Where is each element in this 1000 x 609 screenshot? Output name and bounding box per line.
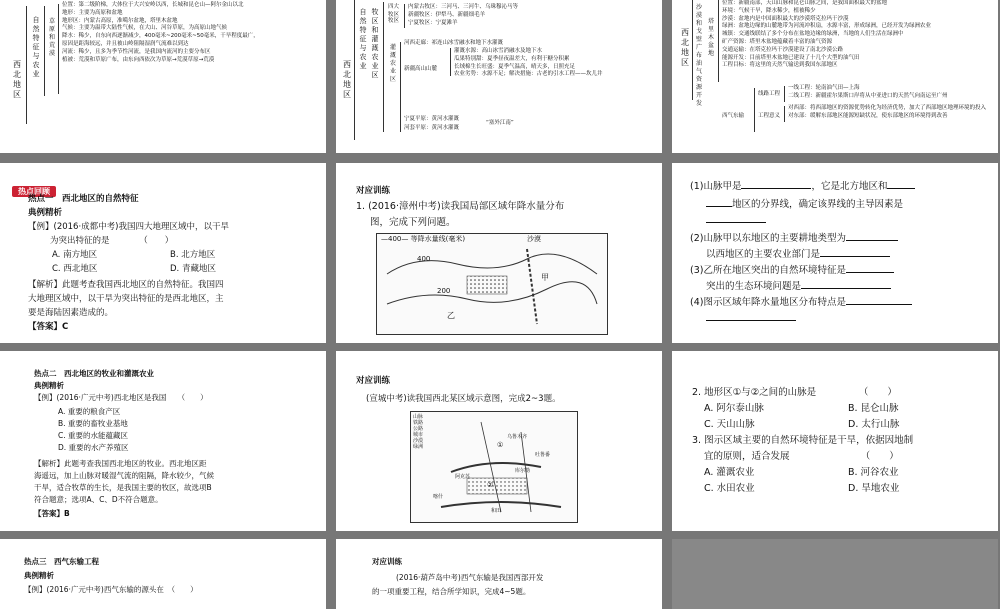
answer-blank[interactable]: [887, 188, 915, 189]
question-line: 1. (2016·漳州中考)读我国局部区域年降水量分布: [356, 201, 565, 212]
q3-option-a[interactable]: A. 灌溉农业: [704, 467, 755, 478]
outline-line: 地形：主要为高原和盆地: [62, 9, 123, 16]
question-3-part: (3)乙所在地区突出的自然环境特征是: [690, 265, 846, 276]
bracket: [44, 6, 45, 96]
question-4-cont: [706, 311, 796, 327]
practice-title: 对应训练: [356, 376, 391, 386]
outline-line: 河流：稀少，且多为季节性河流，是我国内流河的主要分布区: [62, 48, 211, 55]
answer: 【答案】B: [34, 509, 70, 518]
region-vertical-label: 西北地区: [343, 60, 351, 99]
place-korla: 库尔勒: [515, 468, 531, 474]
option-d: D. 重要的水产养殖区: [58, 443, 129, 452]
question-1-part: 地区的分界线，确定该界线的主导因素是: [732, 199, 904, 210]
precipitation-map: [376, 233, 608, 335]
bracket: [58, 4, 59, 94]
slide-outline-natural-features: [0, 0, 326, 153]
region-vertical-label: 西北地区: [681, 28, 689, 67]
explanation-line: 大地理区域中，以干旱为突出特征的是西北地区，主: [28, 294, 224, 304]
option-b: B. 重要的畜牧业基地: [58, 419, 128, 428]
question-2-cont: [706, 247, 890, 263]
question-3: 3. 图示区域主要的自然环境特征是干旱，依据因地制: [692, 435, 914, 446]
irrigation-label: 新疆高山山麓: [404, 66, 438, 72]
question-4-part: (4)图示区域年降水量地区分布特点是: [690, 297, 846, 308]
livestock-sub: 牧区: [388, 18, 400, 24]
question-3-part: 突出的生态环境问题是: [706, 281, 802, 292]
place-hotan: 和田: [491, 508, 502, 514]
bracket: [383, 2, 384, 132]
explanation-line: 【解析】此题考查我国西北地区的牧业。西北地区距: [34, 459, 207, 468]
map-drawing: [411, 412, 577, 522]
bracket: [26, 6, 27, 124]
irrigation-line: 宁夏平原：黄河水灌溉: [404, 116, 460, 122]
question-line: 的一项重要工程，结合所学知识，完成4~5题。: [372, 587, 531, 596]
irrigation-subline: 长绒棉生长旺盛：夏季气温高，晴天多，日照充足: [454, 63, 576, 70]
desert-area: [467, 478, 527, 494]
slide-practice-questions-1: [672, 163, 998, 343]
legend-desert: 沙漠: [413, 438, 424, 444]
answer-blank[interactable]: [846, 240, 898, 241]
explanation-line: 符合题意；选项A、C、D不符合题意。: [34, 495, 163, 504]
explanation-line: 要是海陆因素造成的。: [28, 308, 114, 318]
col2-vertical-label: 草原和荒漠: [48, 18, 55, 57]
bracket: [400, 42, 401, 132]
place-kashgar: 喀什: [433, 494, 444, 500]
question-1-part: ，它是北方地区和: [811, 181, 888, 192]
question-2: [690, 231, 898, 247]
irrigation-suffix: “塞外江南”: [486, 120, 514, 126]
question-line: 为突出特征的是 （ ）: [50, 236, 174, 246]
route-line: 二线工程：新疆霍尔果斯口岸将从中亚进口的天然气向南运至广州: [788, 92, 948, 99]
example-subheading: 典例精析: [28, 208, 63, 218]
meaning-label: 工程意义: [758, 113, 781, 119]
slide-outline-agriculture: [336, 0, 662, 153]
map-label-2: ②: [487, 481, 494, 489]
option-c: C. 西北地区: [52, 264, 98, 274]
hotspot-heading: 热点二 西北地区的牧业和灌溉农业: [34, 369, 154, 378]
legend-oasis: 绿洲: [413, 444, 424, 450]
bracket: [404, 4, 405, 28]
bracket: [450, 48, 451, 76]
question-line: 【例】(2016·广元中考)西气东输的源头在 （ ）: [24, 585, 198, 594]
slide-hotspot-two: [0, 351, 326, 531]
question-line: 【例】(2016·成都中考)我国四大地理区域中，以干旱: [28, 222, 229, 232]
outline-line: 城镇：交通线联结了多个分布在盆地边缘的绿洲，当地的人们生活在绿洲中: [722, 31, 904, 38]
outline-line: 矿产资源：塔里木盆地蕴藏着丰富的油气资源: [722, 38, 833, 45]
question-line: 【例】(2016·广元中考)西北地区是我国 （ ）: [34, 393, 208, 402]
bracket: [718, 0, 719, 82]
question-2: 2. 地形区①与②之间的山脉是 （ ）: [692, 387, 897, 398]
answer-blank[interactable]: [706, 206, 732, 207]
question-line: (宣城中考)读我国西北某区域示意图，完成2~3题。: [366, 394, 561, 404]
question-1: [690, 179, 915, 195]
irrigation-subline: 瓜果特别甜：夏季昼夜温差大，有利于糖分积累: [454, 55, 570, 62]
outline-line: 环境：气候干旱，降水稀少，植被稀少: [722, 7, 816, 14]
outline-line: 交通运输：在塔克拉玛干沙漠建设了南北沙漠公路: [722, 46, 844, 53]
legend-road: 公路: [413, 426, 424, 432]
col-c-label: 塔里木盆地: [707, 18, 714, 57]
option-b: B. 北方地区: [170, 250, 216, 260]
slide-practice-precipitation-map: [336, 163, 662, 343]
bracket: [754, 88, 755, 132]
map-label-1: ①: [497, 441, 504, 449]
question-3: [690, 263, 894, 279]
desert-area: [467, 276, 507, 294]
question-3-cont: [706, 279, 891, 295]
route-lines: [788, 85, 948, 101]
answer-blank[interactable]: [741, 188, 811, 189]
question-4: [690, 295, 912, 311]
outline-line: 原因是距海较远，并且被山岭阻隔湿润气流难以到达: [62, 40, 189, 47]
outline-line: 地形区：内蒙古高原，准噶尔盆地，塔里木盆地: [62, 17, 178, 24]
answer-blank[interactable]: [846, 304, 912, 305]
example-subheading: 典例精析: [24, 571, 54, 580]
q2-option-b[interactable]: B. 昆仑山脉: [848, 403, 899, 414]
outline-line: 降水：稀少，自东向西逐渐减少，400毫米~200毫米~50毫米，干旱程度最广，: [62, 33, 259, 40]
place-turpan: 吐鲁番: [535, 452, 551, 458]
map-label-yi: 乙: [447, 311, 455, 320]
livestock-line: 宁夏牧区：宁夏滩羊: [408, 19, 458, 26]
option-a: A. 南方地区: [52, 250, 98, 260]
outline-line: 气候：主要为温带大陆性气候，在大山、河谷草原，为高原山地气候: [62, 25, 228, 32]
livestock-line: 新疆牧区：伊犁马、新疆细毛羊: [408, 11, 486, 18]
irrigation-subline: 农业劣势：水源不足；解决措施：古老的引水工程——坎儿井: [454, 71, 603, 78]
bracket: [354, 0, 355, 140]
question-1-part: (1)山脉甲是: [690, 181, 742, 192]
map-label-jia: 甲: [541, 273, 549, 282]
blank-slide-area: [672, 539, 998, 609]
slide-outline-basin-and-gas: [672, 0, 998, 153]
q3-option-d[interactable]: D. 旱地农业: [848, 483, 900, 494]
meaning-lines: [788, 105, 986, 121]
hotspot-heading: 热点一 西北地区的自然特征: [28, 194, 139, 204]
question-1-cont2: [706, 213, 766, 229]
legend-city: 城市: [413, 432, 424, 438]
answer-blank[interactable]: [820, 256, 890, 257]
answer-blank[interactable]: [846, 272, 894, 273]
livestock-line: 内蒙古牧区：三河马、三河牛、乌珠穆沁马等: [408, 4, 519, 10]
region-map: [410, 411, 578, 523]
bracket: [692, 0, 693, 100]
question-line: 图，完成下列问题。: [370, 217, 456, 228]
livestock-lines: [408, 4, 518, 27]
col-d-label: 西气东输: [722, 113, 745, 119]
col-b-label: 油气资源开发: [695, 60, 702, 107]
route-line: 一线工程：轮南油气田—上海: [788, 85, 860, 91]
q2-option-a[interactable]: A. 阿尔泰山脉: [704, 403, 764, 414]
irrigation-vertical-label: 灌溉农业区: [389, 44, 396, 83]
question-2-part: 以西地区的主要农业部门是: [706, 249, 821, 260]
irrigation-line: 河西走廊：祁连山冰雪融水和地下水灌溉: [404, 40, 504, 46]
map-label-200: 200: [437, 287, 451, 295]
slide-practice-west-east-gas: [336, 539, 662, 609]
railway-line: [481, 422, 504, 512]
outline-line: 植被：荒漠和草原广布，由东向西依次为草原→荒漠草原→荒漠: [62, 56, 215, 63]
col1-vertical-label: 自然特征与农业: [32, 16, 40, 78]
practice-title: 对应训练: [372, 557, 402, 566]
outline-lines: [62, 2, 259, 64]
legend-railway: 铁路: [413, 420, 424, 426]
option-d: D. 青藏地区: [170, 264, 216, 274]
outline-line: 绿洲：盆地边缘的山麓地带为河流冲积扇，水源丰富，形成绿洲，已经开发为绿洲农业: [722, 23, 932, 30]
irrigation-sublines: [454, 48, 603, 79]
map-drawing: [377, 234, 607, 334]
answer-blank[interactable]: [706, 222, 766, 223]
question-1-cont: [706, 197, 903, 213]
explanation-line: 海遥远，加上山脉对暖湿气流的阻隔，降水较少，气候: [34, 471, 214, 480]
q2-option-c[interactable]: C. 天山山脉: [704, 419, 755, 430]
irrigation-subline: 灌溉水源：高山冰雪消融水及地下水: [454, 48, 543, 54]
outline-line: 位置：第二级阶梯，大体位于大兴安岭以西，长城和昆仑山—阿尔金山以北: [62, 2, 244, 8]
question-2-part: (2)山脉甲以东地区的主要耕地类型为: [690, 233, 846, 244]
map-legend-desert: 沙漠: [527, 235, 541, 243]
region-vertical-label: 西北地区: [13, 60, 21, 99]
outline-line: 工程目标：将这里的天然气输送到我国东部地区: [722, 62, 838, 69]
slide-hotspot-one: [0, 163, 326, 343]
outline-line: 位置：新疆南部，天山山脉和昆仑山脉之间，是我国面积最大的盆地: [722, 0, 888, 6]
question-3-cont: 宜的原则，适合发展 （ ）: [704, 451, 899, 462]
answer-blank[interactable]: [801, 288, 891, 289]
bracket: [784, 106, 785, 122]
outline-line: 沙漠：盆地内是中国面积最大的沙漠塔克拉玛干沙漠: [722, 15, 849, 22]
answer: 【答案】C: [28, 322, 69, 332]
q2-option-d[interactable]: D. 太行山脉: [848, 419, 900, 430]
explanation-line: 干旱，适合牧草的生长，是我国主要的牧区，故选项B: [34, 483, 212, 492]
meaning-line: 对西部：将西部地区的资源优势转化为经济优势，加大了西部地区地理环境的投入: [788, 105, 987, 111]
q3-option-c[interactable]: C. 水田农业: [704, 483, 755, 494]
outline-line: 能源开发：目前塔里木盆地已建设了十几个大型的油气田: [722, 54, 860, 61]
option-a: A. 重要的粮食产区: [58, 407, 121, 416]
slide-practice-questions-2: [672, 351, 998, 531]
slide-hotspot-three: [0, 539, 326, 609]
bracket: [784, 86, 785, 102]
legend-mountain: 山脉: [413, 414, 424, 420]
slide-practice-region-map: [336, 351, 662, 531]
col1-vertical-label: 自然特征与农业: [359, 8, 367, 70]
map-legend-isohyet: —400— 等降水量线(毫米): [381, 235, 466, 243]
mountain-range-line: [527, 249, 537, 324]
outline-lines: [722, 0, 931, 70]
col2-vertical-label: 牧区和灌溉农业区: [371, 8, 379, 79]
q3-option-b[interactable]: B. 河谷农业: [848, 467, 899, 478]
hot-badge-label: 热点回顾: [12, 186, 56, 197]
map-label-400: 400: [417, 255, 431, 263]
place-urumqi: 乌鲁木齐: [507, 434, 528, 440]
mountain-range-line: [441, 502, 561, 507]
livestock-label: 四大牧区: [388, 4, 400, 18]
place-aksu: 阿克苏: [455, 474, 471, 480]
example-subheading: 典例精析: [34, 381, 64, 390]
route-label: 线路工程: [758, 91, 781, 97]
answer-blank[interactable]: [706, 320, 796, 321]
option-c: C. 重要的水能蕴藏区: [58, 431, 129, 440]
irrigation-line: 河套平原：黄河水灌溉: [404, 125, 460, 131]
practice-title: 对应训练: [356, 186, 391, 196]
hotspot-heading: 热点三 西气东输工程: [24, 557, 99, 566]
explanation-line: 【解析】此题考查我国西北地区的自然特征。我国四: [28, 280, 224, 290]
meaning-line: 对东部：缓解东部地区能源短缺状况，使东部地区的环境得到改善: [788, 112, 948, 119]
col-a-label: 沙漠和戈壁广布: [695, 4, 702, 59]
question-line: (2016·葫芦岛中考)西气东输是我国西部开发: [396, 573, 544, 582]
